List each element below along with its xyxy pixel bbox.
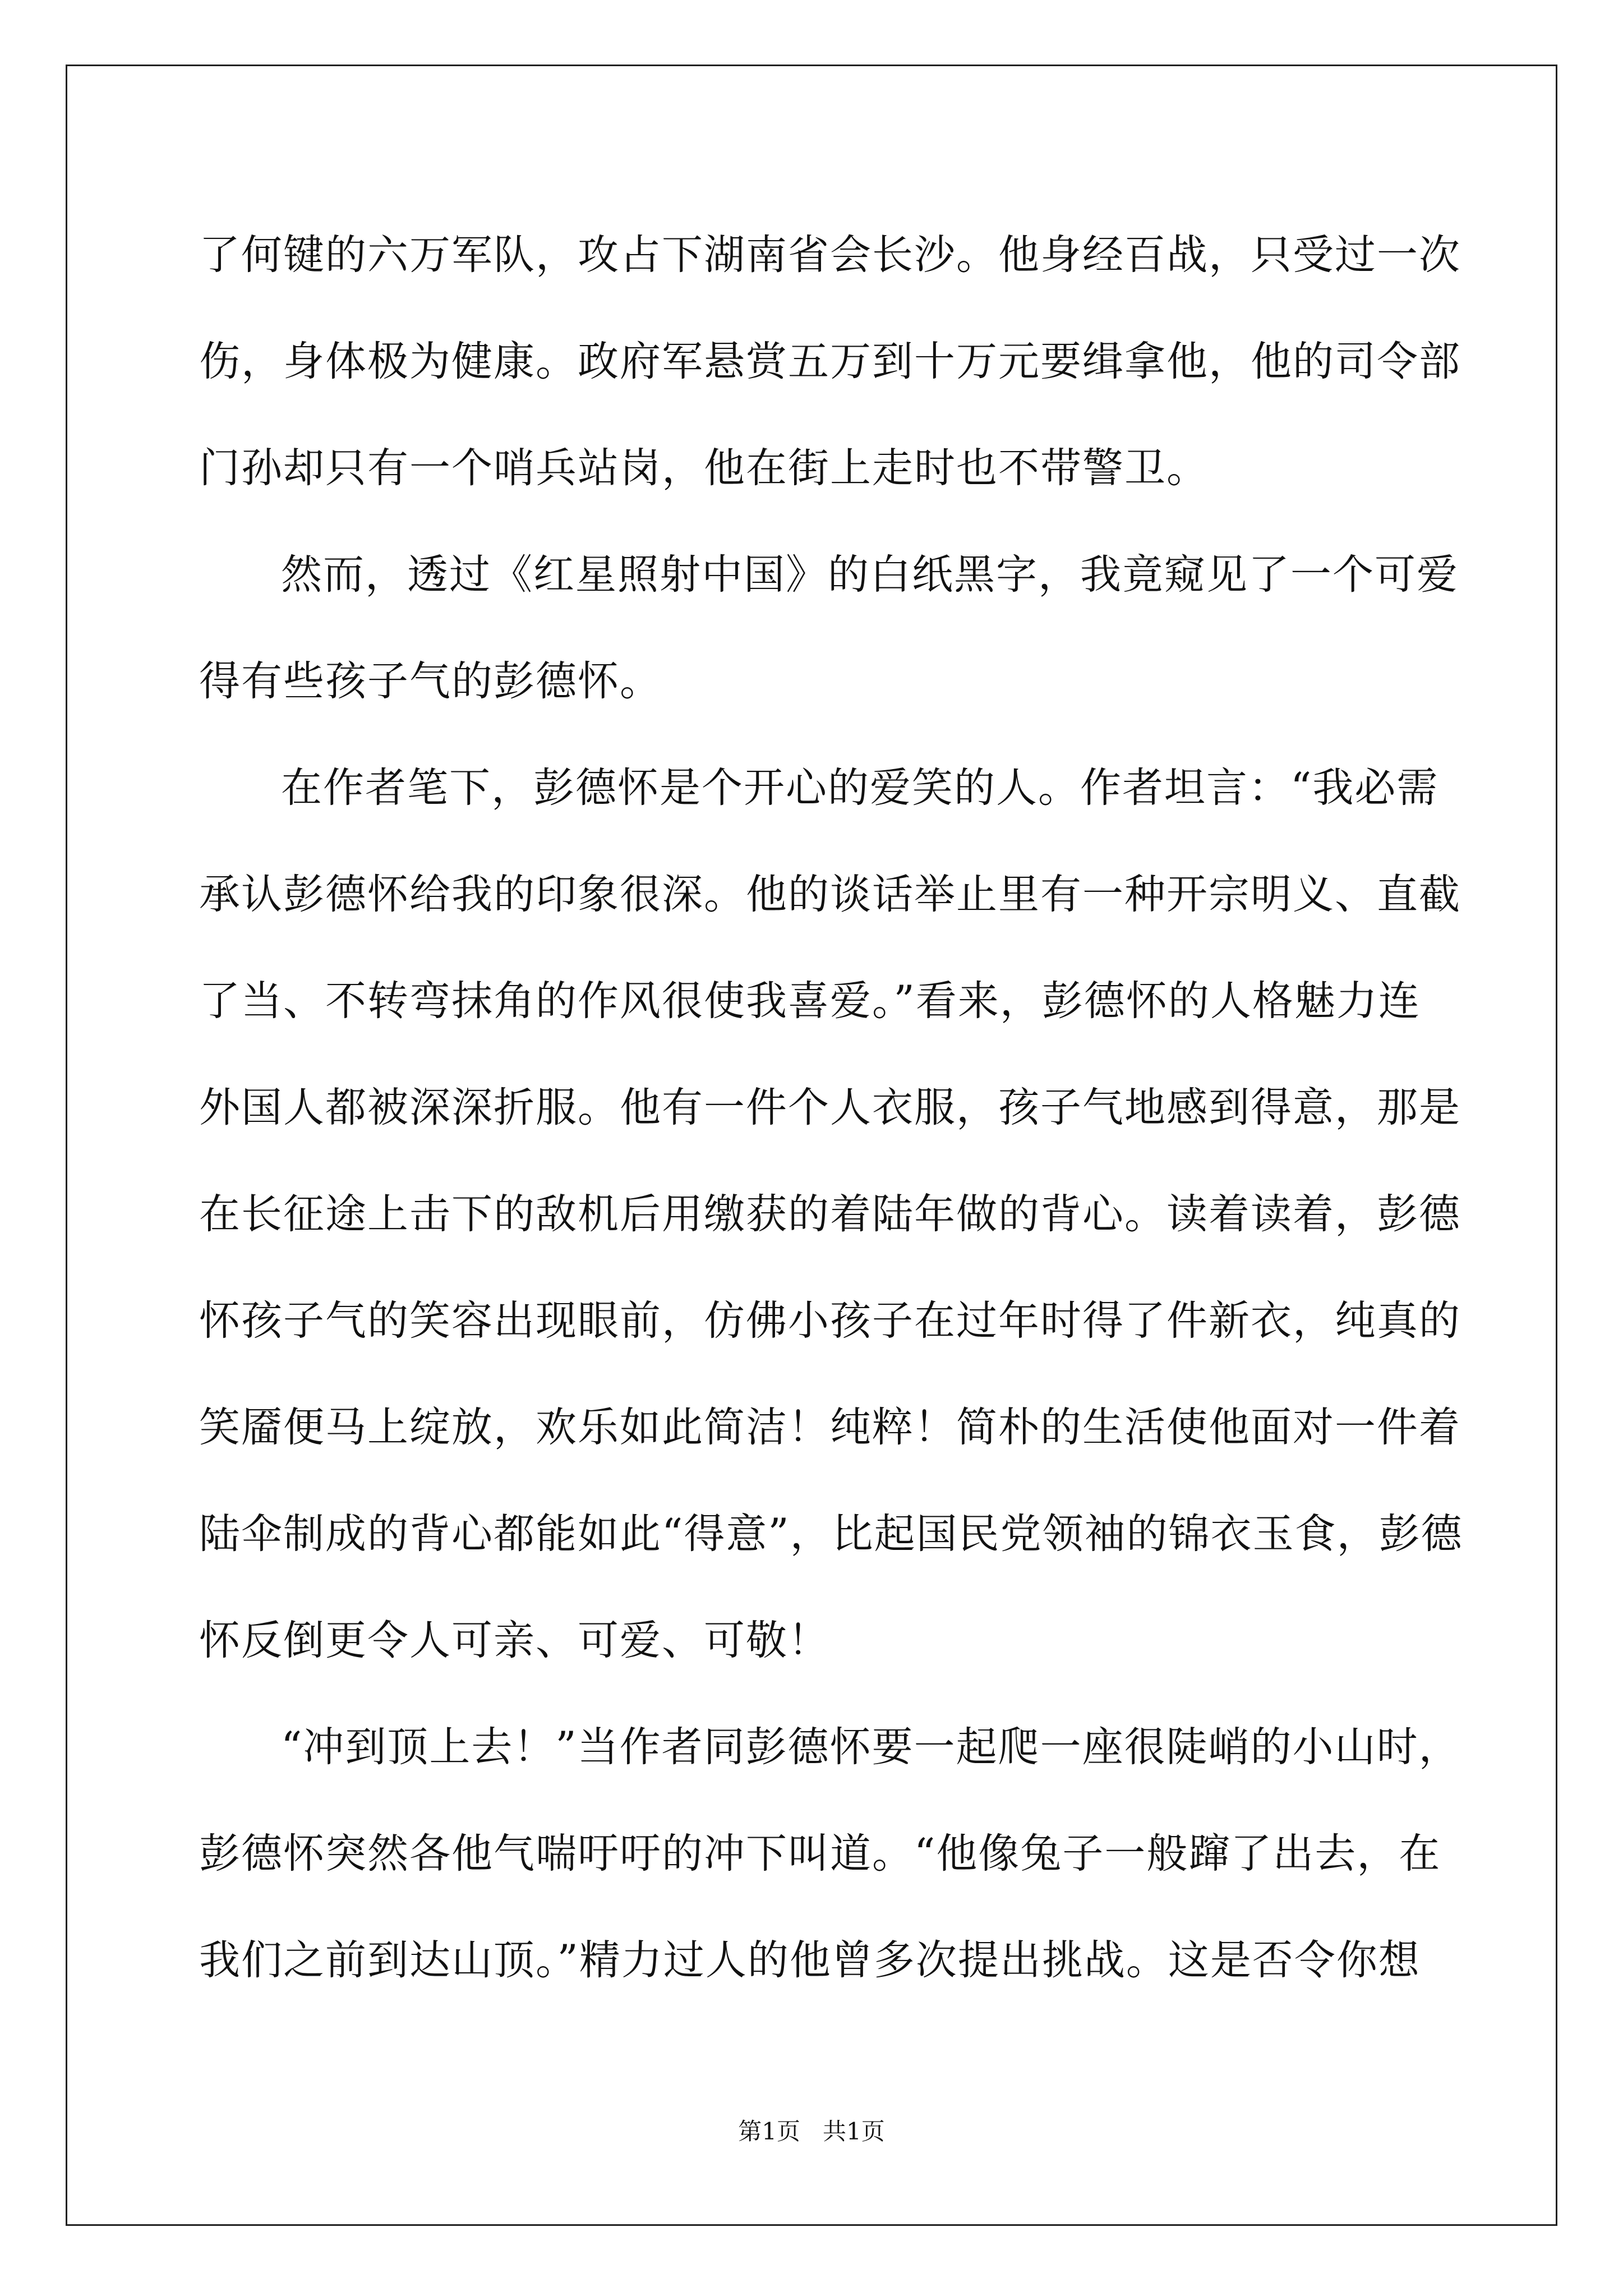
page-footer xyxy=(0,2115,1623,2148)
text-line: 外国人都被深深折服。他有一件个人衣服，孩子气地感到得意，那是 xyxy=(199,1084,1461,1131)
text-line: 彭德怀突然各他气喘吁吁的冲下叫道。“他像兔子一般蹿了出去，在 xyxy=(199,1830,1441,1878)
text-line: 了当、不转弯抹角的作风很使我喜爱。”看来，彭德怀的人格魅力连 xyxy=(199,977,1421,1025)
text-line: 怀孩子气的笑容出现眼前，仿佛小孩子在过年时得了件新衣，纯真的 xyxy=(199,1297,1461,1345)
text-line: 笑靥便马上绽放，欢乐如此简洁！纯粹！简朴的生活使他面对一件着 xyxy=(199,1404,1461,1451)
paragraph-start-line: 然而，透过《红星照射中国》的白纸黑字，我竟窥见了一个可爱 xyxy=(281,551,1459,599)
text-line: 伤，身体极为健康。政府军悬赏五万到十万元要缉拿他，他的司令部 xyxy=(199,338,1461,385)
text-line: 得有些孩子气的彭德怀。 xyxy=(199,657,662,705)
text-line: 了何键的六万军队，攻占下湖南省会长沙。他身经百战，只受过一次 xyxy=(199,231,1461,279)
text-line: 陆伞制成的背心都能如此“得意”，比起国民党领袖的锦衣玉食，彭德 xyxy=(199,1510,1463,1558)
text-line: 我们之前到达山顶。”精力过人的他曾多次提出挑战。这是否令你想 xyxy=(199,1936,1421,1984)
page-number-total: 共1页 xyxy=(823,2118,885,2145)
paragraph-start-line: “冲到顶上去！”当作者同彭德怀要一起爬一座很陡峭的小山时， xyxy=(281,1723,1461,1771)
page-number-current: 第1页 xyxy=(738,2118,800,2145)
document-body xyxy=(199,202,1463,2014)
text-line: 承认彭德怀给我的印象很深。他的谈话举止里有一种开宗明义、直截 xyxy=(199,871,1461,918)
paragraph-start-line: 在作者笔下，彭德怀是个开心的爱笑的人。作者坦言：“我必需 xyxy=(281,764,1439,812)
text-line: 怀反倒更令人可亲、可爱、可敬！ xyxy=(199,1617,830,1664)
text-line: 在长征途上击下的敌机后用缴获的着陆年做的背心。读着读着，彭德 xyxy=(199,1190,1461,1238)
text-line: 门孙却只有一个哨兵站岗，他在街上走时也不带警卫。 xyxy=(199,444,1209,492)
